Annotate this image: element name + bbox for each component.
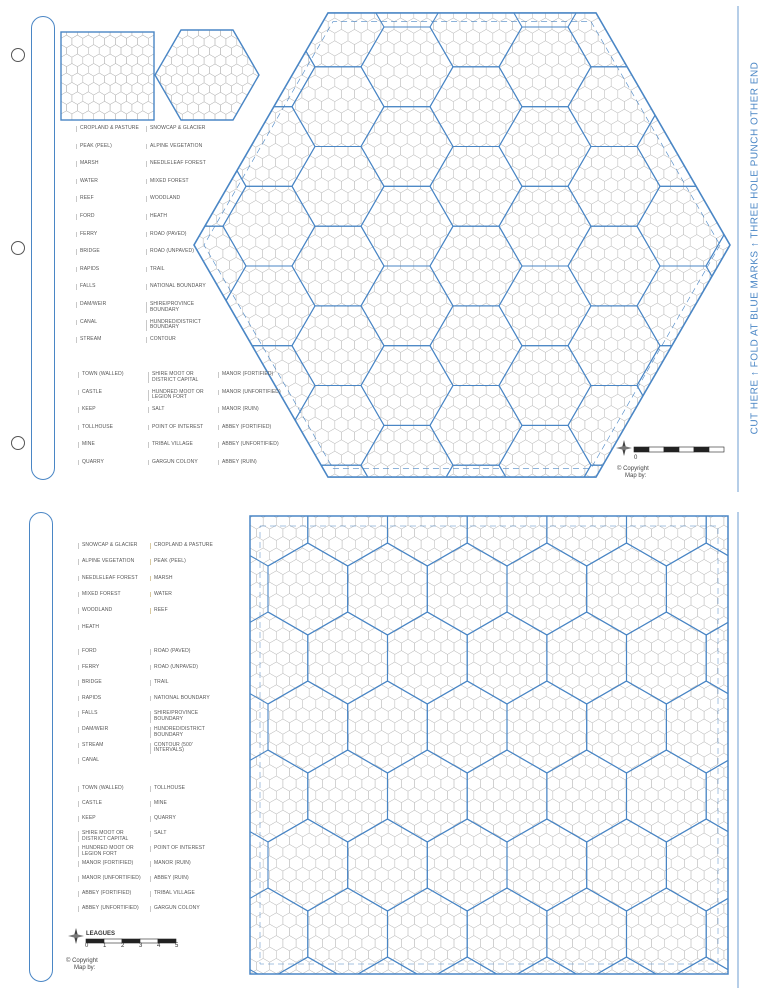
bottom-copyright-text: © Copyright <box>66 958 98 964</box>
legend-item: GARGUN COLONY <box>154 906 220 912</box>
legend-item: SNOWCAP & GLACIER <box>150 126 220 132</box>
legend-item: PEAK (PEEL) <box>80 144 150 150</box>
scale-tick-label: 2 <box>121 943 125 949</box>
top-scale-zero: 0 <box>634 455 638 461</box>
legend-item: SALT <box>154 831 220 837</box>
legend-item: ROAD (PAVED) <box>154 649 220 655</box>
legend-item: QUARRY <box>154 816 220 822</box>
legend-item: MIXED FOREST <box>150 179 220 185</box>
legend-item: ROAD (PAVED) <box>150 232 220 238</box>
legend-item: MIXED FOREST <box>82 592 148 598</box>
scale-tick-label: 4 <box>157 943 161 949</box>
legend-item: FERRY <box>82 665 148 671</box>
legend-item: ABBEY (UNFORTIFIED) <box>82 906 148 912</box>
legend-item: MANOR (UNFORTIFIED) <box>222 388 281 395</box>
legend-item: TRAIL <box>150 267 220 273</box>
legend-item: MANOR (RUIN) <box>154 861 220 867</box>
legend-item: HUNDRED MOOT OR LEGION FORT <box>82 846 148 857</box>
top-map-by: Map by: <box>625 473 647 479</box>
legend-item: HEATH <box>82 625 148 631</box>
legend-item: HUNDRED/DISTRICT BOUNDARY <box>154 727 220 738</box>
bottom-map-by: Map by: <box>74 965 96 971</box>
legend-item: TOWN (WALLED) <box>82 786 148 792</box>
legend-item: ABBEY (FORTIFIED) <box>82 891 148 897</box>
legend-item: MANOR (RUIN) <box>222 407 282 413</box>
legend-item: SHIRE/PROVINCE BOUNDARY <box>154 711 220 722</box>
legend-item: DAM/WEIR <box>80 302 150 308</box>
bottom-scale-bar <box>86 939 176 943</box>
legend-item: TRIBAL VILLAGE <box>154 891 220 897</box>
legend-item: MANOR (UNFORTIFIED) <box>82 876 148 882</box>
legend-item: FALLS <box>82 711 148 717</box>
mini-square-grid <box>56 26 171 124</box>
legend-item: NEEDLELEAF FOREST <box>82 576 148 582</box>
compass-rose-icon <box>616 440 632 456</box>
bottom-hex-map <box>228 474 768 994</box>
legend-item: ALPINE VEGETATION <box>150 144 220 150</box>
legend-item: FALLS <box>80 284 150 290</box>
legend-item: ABBEY (RUIN) <box>222 460 282 466</box>
legend-item: CROPLAND & PASTURE <box>80 126 150 132</box>
legend-item: CONTOUR <box>150 337 220 343</box>
legend-item: NATIONAL BOUNDARY <box>154 696 220 702</box>
legend-item: MARSH <box>80 161 150 167</box>
legend-item: CASTLE <box>82 801 148 807</box>
legend-item: STREAM <box>80 337 150 343</box>
legend-item: ROAD (UNPAVED) <box>150 249 220 255</box>
legend-item: POINT OF INTEREST <box>152 425 212 431</box>
legend-item: BRIDGE <box>80 249 150 255</box>
legend-item: TOLLHOUSE <box>154 786 220 792</box>
scale-tick-label: 1 <box>103 943 107 949</box>
scale-tick-label: 0 <box>85 943 89 949</box>
scale-tick-label: 3 <box>139 943 143 949</box>
bottom-copyright <box>66 958 98 972</box>
legend-item: SHIRE MOOT OR DISTRICT CAPITAL <box>152 372 212 383</box>
legend-item: REEF <box>154 608 220 614</box>
legend-item: MINE <box>154 801 220 807</box>
legend-item: RAPIDS <box>82 696 148 702</box>
mini-hex-grid <box>150 17 276 134</box>
legend-item: TRAIL <box>154 680 220 686</box>
legend-item: ABBEY (FORTIFIED) <box>222 425 282 431</box>
legend-item: CANAL <box>80 320 150 326</box>
scale-tick-label: 5 <box>175 943 179 949</box>
legend-item: ABBEY (UNFORTIFIED) <box>222 442 282 448</box>
legend-item: WATER <box>154 592 220 598</box>
legend-item: GARGUN COLONY <box>152 460 212 466</box>
legend-item: DAM/WEIR <box>82 727 148 733</box>
legend-item: CONTOUR (500' INTERVALS) <box>154 743 220 754</box>
legend-item: HUNDRED/DISTRICT BOUNDARY <box>150 320 220 331</box>
legend-item: CANAL <box>82 758 148 764</box>
legend-item: SALT <box>152 407 212 413</box>
compass-rose-icon <box>68 928 84 944</box>
legend-item: NEEDLELEAF FOREST <box>150 161 220 167</box>
side-note-text: CUT HERE ↑ FOLD AT BLUE MARKS ↑ THREE HOLE PUNCH OTHER END <box>749 61 761 435</box>
legend-item: BRIDGE <box>82 680 148 686</box>
legend-item: REEF <box>80 196 150 202</box>
legend-item: HEATH <box>150 214 220 220</box>
legend-item: ABBEY (RUIN) <box>154 876 220 882</box>
legend-item: ALPINE VEGETATION <box>82 559 148 565</box>
legend-item: SHIRE/PROVINCE BOUNDARY <box>150 302 220 313</box>
legend-item: ROAD (UNPAVED) <box>154 665 220 671</box>
legend-item: RAPIDS <box>80 267 150 273</box>
legend-item: MANOR (FORTIFIED) <box>222 372 282 378</box>
legend-item: MANOR (FORTIFIED) <box>82 861 148 867</box>
legend-item: FORD <box>82 649 148 655</box>
legend-item: CROPLAND & PASTURE <box>154 543 220 549</box>
legend-item: WOODLAND <box>150 196 220 202</box>
legend-item: QUARRY <box>82 460 142 466</box>
legend-item: TOWN (WALLED) <box>82 372 142 378</box>
legend-item: KEEP <box>82 407 142 413</box>
top-copyright-text: © Copyright <box>617 466 649 472</box>
legend-item: NATIONAL BOUNDARY <box>150 284 220 290</box>
legend-item: KEEP <box>82 816 148 822</box>
legend-item: CASTLE <box>82 390 142 396</box>
cut-fold-instructions <box>741 8 768 488</box>
legend-item: HUNDRED MOOT OR LEGION FORT <box>152 390 212 401</box>
legend-item: FERRY <box>80 232 150 238</box>
legend-item: SNOWCAP & GLACIER <box>82 543 148 549</box>
legend-item: MINE <box>82 442 142 448</box>
legend-item: POINT OF INTEREST <box>154 846 220 852</box>
legend-item: PEAK (PEEL) <box>154 559 220 565</box>
legend-item: SHIRE MOOT OR DISTRICT CAPITAL <box>82 831 148 842</box>
bottom-scale-title: LEAGUES <box>86 931 116 937</box>
legend-item: FORD <box>80 214 150 220</box>
legend-item: TOLLHOUSE <box>82 425 142 431</box>
legend-item: MARSH <box>154 576 220 582</box>
legend-item: STREAM <box>82 743 148 749</box>
top-scale-bar <box>634 447 724 452</box>
legend-item: TRIBAL VILLAGE <box>152 442 212 448</box>
legend-item: WOODLAND <box>82 608 148 614</box>
top-hex-map <box>154 0 768 625</box>
top-copyright <box>617 466 649 480</box>
legend-item: WATER <box>80 179 150 185</box>
